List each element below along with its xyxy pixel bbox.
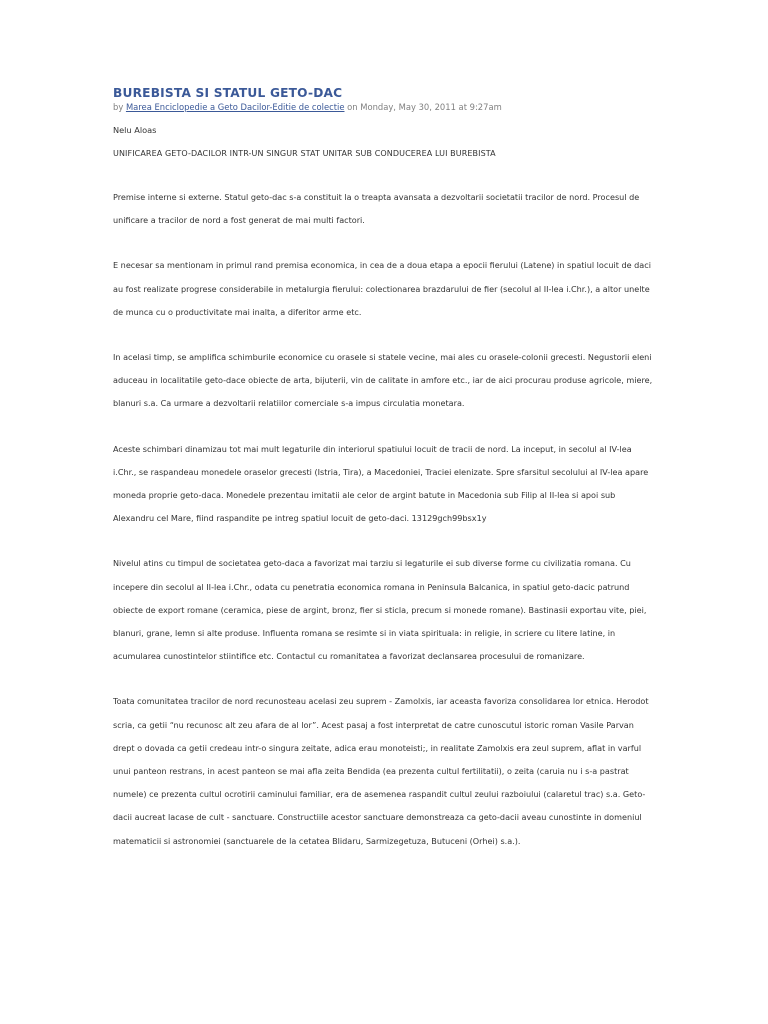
author-name: Nelu Aloas — [113, 125, 157, 135]
paragraph-3: In acelasi timp, se amplifica schimburile economice cu orasele si statele vecine, mai ales cu orasele-colonii grecesti. Negustorii eleni aduceau in localitatile geto-dace obiecte de arta, bijuterii, vin de calitate in amfore etc., iar de aici procurau produse agricole, miere, blanuri s.a. Ca urmare a dezvoltarii relatiilor comerciale s-a impus circulatia monetara. — [113, 352, 653, 409]
paragraph-5: Nivelul atins cu timpul de societatea geto-daca a favorizat mai tarziu si legaturile ei sub diverse forme cu civilizatia romana. Cu incepere din secolul al II-lea i.Chr., odata cu penetratia economica romana in Peninsula Balcanica, in spatiul geto-dacic patrund obiecte de export romane (ceramica, piese de argint, bronz, fier si sticla, precum si monede romane). Bastinasii exportau vite, piei, blanuri, grane, lemn si alte produse. Influenta romana se resimte si in viata spirituala: in religie, in scriere cu litere latine, in acumularea cunostintelor stiintifice etc. Contactul cu romanitatea a favorizat declansarea procesului de romanizare. — [113, 558, 647, 662]
byline-prefix: by — [113, 102, 126, 112]
byline-date: on Monday, May 30, 2011 at 9:27am — [344, 102, 502, 112]
article-title: BUREBISTA SI STATUL GETO-DAC — [113, 86, 343, 100]
paragraph-6: Toata comunitatea tracilor de nord recunosteau acelasi zeu suprem - Zamolxis, iar aceasta favoriza consolidarea lor etnica. Herodot scria, ca getii “nu recunosc alt zeu afara de al lor”. Acest pasaj a fost interpretat de catre cunoscutul istoric roman Vasile Parvan drept o dovada ca getii credeau intr-o singura zeitate, adica erau monoteisti;, in realitate Zamolxis era zeul suprem, aflat in varful unui panteon restrans, in acest panteon se mai afla zeita Bendida (ea prezenta cultul fertilitatii), o zeita (caruia nu i s-a pastrat numele) ce prezenta cultul ocrotirii caminului familiar, era de asemenea raspandit cultul zeului razboiului (calaretul trac) s.a. Geto-dacii aucreat lacase de cult - sanctuare. Constructiile acestor sanctuare demonstreaza ca geto-dacii aveau cunostinte in domeniul matematicii si astronomiei (sanctuarele de la cetatea Blidaru, Sarmizegetuza, Butuceni (Orhei) s.a.). — [113, 696, 649, 846]
paragraph-2: E necesar sa mentionam in primul rand premisa economica, in cea de a doua etapa a epocii fierului (Latene) in spatiul locuit de daci au fost realizate progrese considerabile in metalurgia fierului: colectionarea brazdarului de fier (secolul al II-lea i.Chr.), a altor unelte de munca cu o productivitate mai inalta, a diferitor arme etc. — [113, 260, 651, 317]
paragraph-4: Aceste schimbari dinamizau tot mai mult legaturile din interiorul spatiului locuit de tracii de nord. La inceput, in secolul al IV-lea i.Chr., se raspandeau monedele oraselor grecesti (Istria, Tira), a Macedoniei, Traciei elenizate. Spre sfarsitul secolului al IV-lea apare moneda proprie geto-daca. Monedele prezentau imitatii ale celor de argint batute in Macedonia sub Filip al II-lea si apoi sub Alexandru cel Mare, fiind raspandite pe intreg spatiul locuit de geto-daci. 13129gch99bsx1y — [113, 443, 649, 524]
article-subtitle: UNIFICAREA GETO-DACILOR INTR-UN SINGUR STAT UNITAR SUB CONDUCEREA LUI BUREBISTA — [113, 149, 496, 158]
document-page — [113, 86, 653, 853]
paragraph-1: Premise interne si externe. Statul geto-dac s-a constituit la o treapta avansata a dezvoltarii societatii tracilor de nord. Procesul de unificare a tracilor de nord a fost generat de mai multi factori. — [113, 192, 640, 226]
byline — [113, 102, 653, 113]
byline-author-link[interactable]: Marea Enciclopedie a Geto Dacilor-Editie de colectie — [125, 102, 345, 112]
